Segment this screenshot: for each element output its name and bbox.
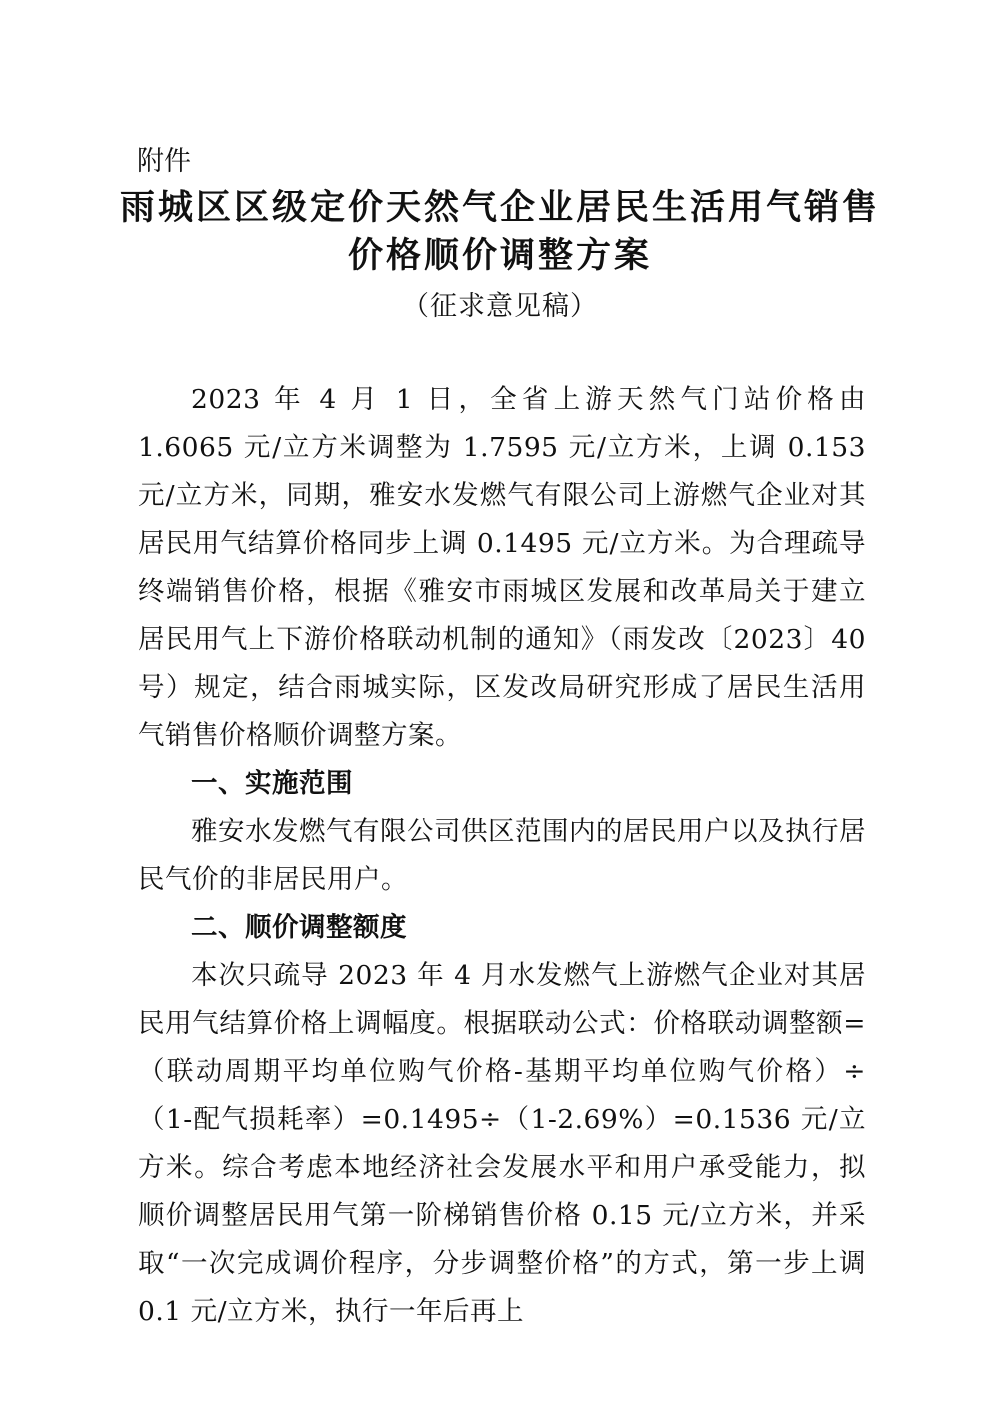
section-1-heading: 一、实施范围 [191,768,353,799]
section-2-paragraph: 本次只疏导 2023 年 4 月水发燃气上游燃气企业对其居民用气结算价格上调幅度。根据联动公式：价格联动调整额=（联动周期平均单位购气价格-基期平均单位购气价格）÷（1-配气损耗率）=0.1495÷（1-2.69%）=0.1536 元/立方米。综合考虑本地经济社会发展水平和用户承受能力，拟顺价调整居民用气第一阶梯销售价格 0.15 元/立方米，并采取“一次完成调价程序，分步调整价格”的方式，第一步上调 0.1 元/立方米，执行一年后再上 [138,960,866,1327]
document-body [138,376,866,1336]
document-title-line-2: 价格顺价调整方案 [347,235,652,276]
attachment-label: 附件 [137,146,191,177]
section-2-heading: 二、顺价调整额度 [191,912,407,943]
intro-paragraph: 2023 年 4 月 1 日，全省上游天然气门站价格由 1.6065 元/立方米调整为 1.7595 元/立方米，上调 0.153 元/立方米，同期，雅安水发燃气有限公司上游燃气企业对其居民用气结算价格同步上调 0.1495 元/立方米。为合理疏导终端销售价格，根据《雅安市雨城区发展和改革局关于建立居民用气上下游价格联动机制的通知》（雨发改〔2023〕40 号）规定，结合雨城实际，区发改局研究形成了居民生活用气销售价格顺价调整方案。 [138,384,866,751]
document-subtitle: （征求意见稿） [402,291,598,322]
section-1-paragraph: 雅安水发燃气有限公司供区范围内的居民用户以及执行居民气价的非居民用户。 [138,816,866,895]
document-title-line-1: 雨城区区级定价天然气企业居民生活用气销售 [119,187,880,228]
